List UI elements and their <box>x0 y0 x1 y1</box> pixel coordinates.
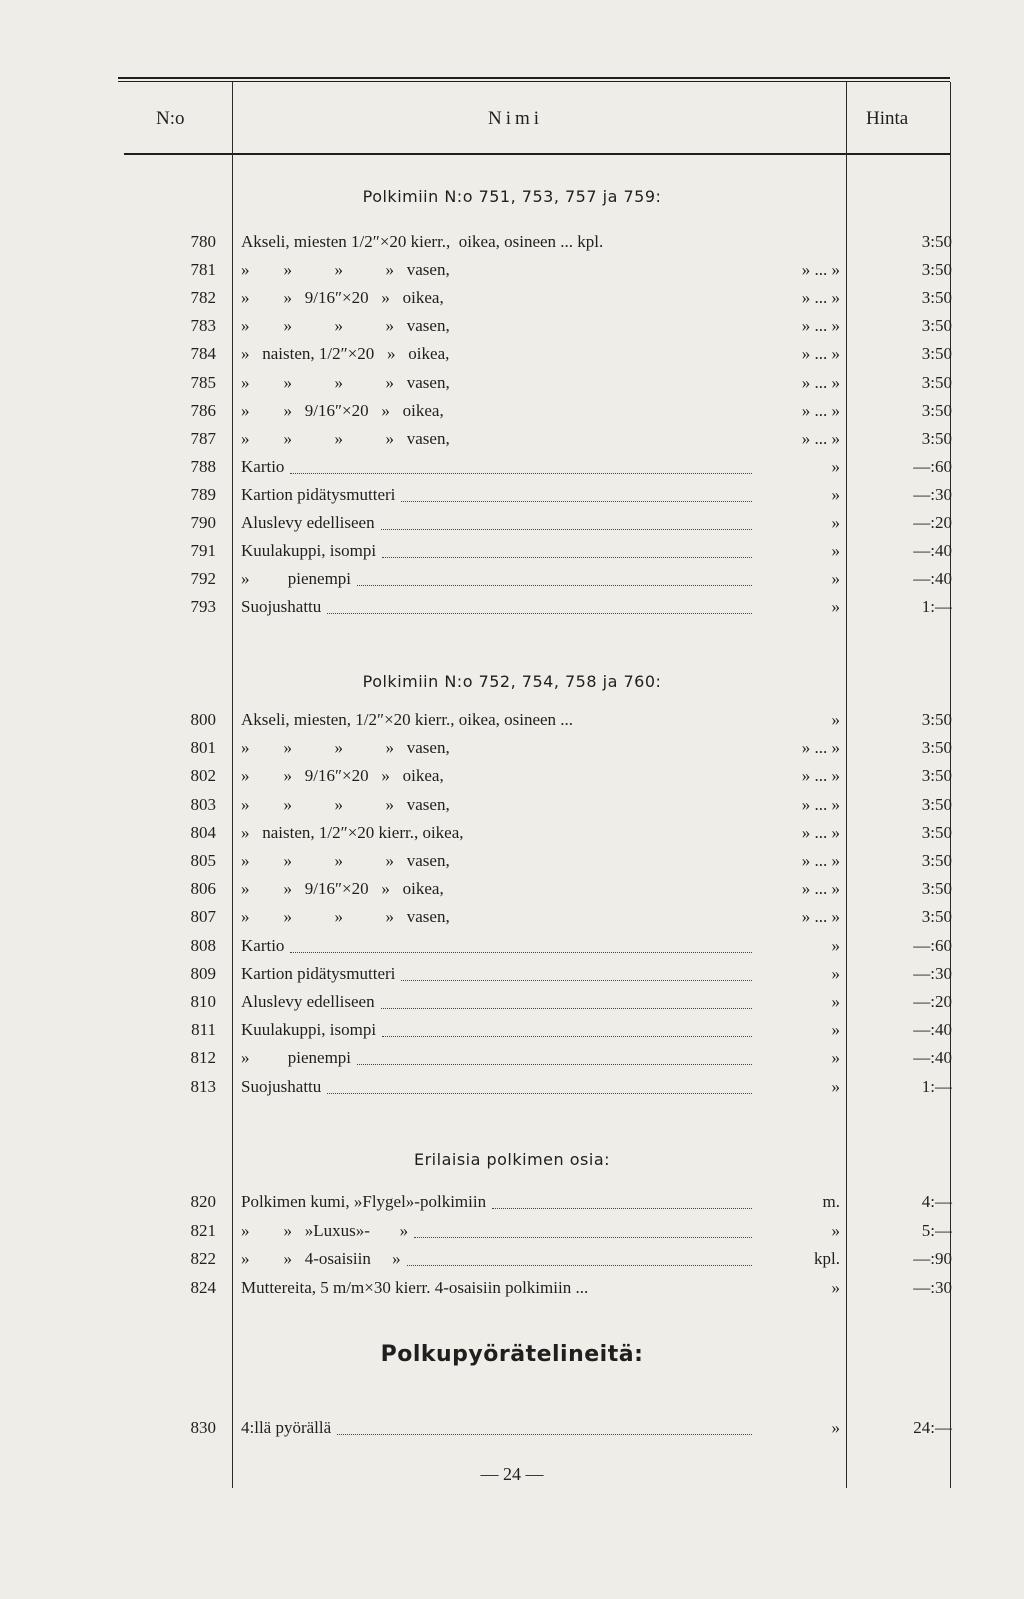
item-price: —:60 <box>913 936 952 955</box>
item-description: Akseli, miesten, 1/2″×20 kierr., oikea, osineen ... <box>241 710 574 729</box>
header-price: Hinta <box>866 108 909 129</box>
item-number: 804 <box>190 823 216 842</box>
table-row <box>0 1418 1024 1446</box>
header-number: N:o <box>156 108 185 129</box>
item-price: —:20 <box>913 513 952 532</box>
item-number: 788 <box>190 457 216 476</box>
leader-dots <box>381 527 752 530</box>
item-price: 3:50 <box>921 344 952 363</box>
item-description: » » 4-osaisiin » <box>241 1249 401 1268</box>
header-rule <box>124 153 950 155</box>
item-price: 3:50 <box>921 316 952 335</box>
item-price: 3:50 <box>921 373 952 392</box>
item-description: Polkimen kumi, »Flygel»-polkimiin <box>241 1192 487 1211</box>
leader-dots <box>357 583 752 586</box>
leader-dots <box>327 1091 752 1094</box>
item-number: 786 <box>190 401 216 420</box>
top-rule-thin <box>118 81 950 82</box>
item-unit: » ... » <box>801 288 840 307</box>
item-price: —:90 <box>913 1249 952 1268</box>
leader-dots <box>407 1263 752 1266</box>
item-price: 1:— <box>921 597 952 616</box>
table-row <box>0 738 1024 766</box>
leader-dots <box>290 950 752 953</box>
table-row <box>0 513 1024 541</box>
table-row <box>0 879 1024 907</box>
item-description: Aluslevy edelliseen <box>241 513 375 532</box>
table-row <box>0 569 1024 597</box>
item-description: » » 9/16″×20 » oikea, <box>241 766 444 785</box>
leader-dots <box>382 1034 752 1037</box>
item-price: 24:— <box>913 1418 952 1437</box>
item-number: 780 <box>190 232 216 251</box>
table-row <box>0 485 1024 513</box>
table-row <box>0 936 1024 964</box>
item-unit: » <box>831 457 840 476</box>
table-row <box>0 1221 1024 1249</box>
item-number: 821 <box>190 1221 216 1240</box>
item-description: » » » » vasen, <box>241 851 450 870</box>
item-unit: » <box>831 936 840 955</box>
item-number: 801 <box>190 738 216 757</box>
item-number: 808 <box>190 936 216 955</box>
leader-dots <box>327 611 752 614</box>
item-description: Aluslevy edelliseen <box>241 992 375 1011</box>
table-row <box>0 429 1024 457</box>
table-row <box>0 457 1024 485</box>
table-row <box>0 373 1024 401</box>
item-unit: kpl. <box>814 1249 840 1268</box>
item-description: » » » » vasen, <box>241 316 450 335</box>
leader-dots <box>401 499 752 502</box>
item-description: Kuulakuppi, isompi <box>241 1020 377 1039</box>
item-description: Kartio <box>241 936 285 955</box>
item-description: » » » » vasen, <box>241 429 450 448</box>
item-description: » » » » vasen, <box>241 795 450 814</box>
item-price: 3:50 <box>921 907 952 926</box>
table-row <box>0 907 1024 935</box>
item-unit: » ... » <box>801 907 840 926</box>
item-description: » naisten, 1/2″×20 kierr., oikea, <box>241 823 464 842</box>
item-description: » » » » vasen, <box>241 907 450 926</box>
item-description: » pienempi <box>241 569 352 588</box>
item-price: —:40 <box>913 1048 952 1067</box>
item-number: 803 <box>190 795 216 814</box>
item-description: » » 9/16″×20 » oikea, <box>241 288 444 307</box>
item-price: 3:50 <box>921 738 952 757</box>
item-price: 3:50 <box>921 260 952 279</box>
section-title: Polkimiin N:o 751, 753, 757 ja 759: <box>362 187 662 206</box>
item-description: » » 9/16″×20 » oikea, <box>241 401 444 420</box>
item-unit: » <box>831 710 840 729</box>
item-unit: » <box>831 513 840 532</box>
item-description: » naisten, 1/2″×20 » oikea, <box>241 344 450 363</box>
item-price: —:40 <box>913 1020 952 1039</box>
item-unit: » ... » <box>801 766 840 785</box>
table-row <box>0 710 1024 738</box>
item-number: 806 <box>190 879 216 898</box>
item-number: 791 <box>190 541 216 560</box>
section-title: Polkupyörätelineitä: <box>380 1342 644 1367</box>
item-number: 830 <box>190 1418 216 1437</box>
item-number: 807 <box>190 907 216 926</box>
item-price: 3:50 <box>921 288 952 307</box>
table-row <box>0 288 1024 316</box>
item-number: 793 <box>190 597 216 616</box>
leader-dots <box>337 1432 752 1435</box>
leader-dots <box>401 978 752 981</box>
item-number: 811 <box>191 1020 216 1039</box>
item-unit: » <box>831 1048 840 1067</box>
leader-dots <box>381 1006 752 1009</box>
table-row <box>0 597 1024 625</box>
item-number: 802 <box>190 766 216 785</box>
item-price: 3:50 <box>921 766 952 785</box>
leader-dots <box>414 1235 752 1238</box>
item-unit: » ... » <box>801 851 840 870</box>
item-unit: » <box>831 964 840 983</box>
item-price: —:40 <box>913 541 952 560</box>
item-unit: » ... » <box>801 260 840 279</box>
item-unit: » <box>831 597 840 616</box>
item-description: Suojushattu <box>241 1077 322 1096</box>
item-unit: » <box>831 1418 840 1437</box>
leader-dots <box>290 471 752 474</box>
leader-dots <box>357 1062 752 1065</box>
item-price: 1:— <box>921 1077 952 1096</box>
table-row <box>0 1048 1024 1076</box>
item-unit: » ... » <box>801 795 840 814</box>
table-row <box>0 823 1024 851</box>
item-unit: » <box>831 1278 840 1297</box>
item-number: 785 <box>190 373 216 392</box>
item-description: Muttereita, 5 m/m×30 kierr. 4-osaisiin polkimiin ... <box>241 1278 589 1297</box>
item-price: 3:50 <box>921 823 952 842</box>
item-number: 784 <box>190 344 216 363</box>
item-price: 3:50 <box>921 710 952 729</box>
item-number: 810 <box>190 992 216 1011</box>
item-number: 813 <box>190 1077 216 1096</box>
item-number: 812 <box>190 1048 216 1067</box>
table-row <box>0 964 1024 992</box>
table-row <box>0 232 1024 260</box>
item-number: 790 <box>190 513 216 532</box>
item-description: » » » » vasen, <box>241 738 450 757</box>
item-price: 3:50 <box>921 795 952 814</box>
item-description: Kartion pidätysmutteri <box>241 485 396 504</box>
item-unit: » <box>831 992 840 1011</box>
item-unit: » <box>831 1020 840 1039</box>
table-row <box>0 316 1024 344</box>
item-price: —:20 <box>913 992 952 1011</box>
item-price: 3:50 <box>921 401 952 420</box>
item-number: 820 <box>190 1192 216 1211</box>
item-unit: » <box>831 1077 840 1096</box>
item-number: 792 <box>190 569 216 588</box>
item-unit: » <box>831 485 840 504</box>
table-row <box>0 795 1024 823</box>
item-description: 4:llä pyörällä <box>241 1418 332 1437</box>
item-number: 809 <box>190 964 216 983</box>
item-number: 781 <box>190 260 216 279</box>
item-description: » » » » vasen, <box>241 260 450 279</box>
item-unit: » ... » <box>801 316 840 335</box>
table-row <box>0 1077 1024 1105</box>
item-price: 3:50 <box>921 879 952 898</box>
item-number: 782 <box>190 288 216 307</box>
item-description: Kuulakuppi, isompi <box>241 541 377 560</box>
item-unit: » ... » <box>801 879 840 898</box>
table-row <box>0 992 1024 1020</box>
item-price: 5:— <box>921 1221 952 1240</box>
item-unit: » ... » <box>801 738 840 757</box>
table-row <box>0 851 1024 879</box>
table-row <box>0 401 1024 429</box>
item-number: 787 <box>190 429 216 448</box>
item-description: » pienempi <box>241 1048 352 1067</box>
item-price: 4:— <box>921 1192 952 1211</box>
item-description: Akseli, miesten 1/2″×20 kierr., oikea, osineen ... kpl. <box>241 232 604 251</box>
top-rule <box>118 77 950 79</box>
item-unit: » ... » <box>801 429 840 448</box>
item-number: 800 <box>190 710 216 729</box>
table-row <box>0 1249 1024 1277</box>
item-number: 824 <box>190 1278 216 1297</box>
item-unit: » ... » <box>801 401 840 420</box>
item-price: —:30 <box>913 1278 952 1297</box>
item-unit: m. <box>822 1192 840 1211</box>
table-row <box>0 541 1024 569</box>
item-description: Kartion pidätysmutteri <box>241 964 396 983</box>
item-unit: » ... » <box>801 344 840 363</box>
leader-dots <box>382 555 752 558</box>
item-price: —:30 <box>913 485 952 504</box>
item-number: 789 <box>190 485 216 504</box>
table-row <box>0 260 1024 288</box>
table-row <box>0 1278 1024 1306</box>
item-unit: » ... » <box>801 373 840 392</box>
item-price: —:60 <box>913 457 952 476</box>
table-row <box>0 766 1024 794</box>
item-description: » » 9/16″×20 » oikea, <box>241 879 444 898</box>
item-price: —:30 <box>913 964 952 983</box>
section-title: Erilaisia polkimen osia: <box>413 1150 611 1169</box>
item-description: Suojushattu <box>241 597 322 616</box>
item-unit: » <box>831 1221 840 1240</box>
page-number: — 24 — <box>480 1464 544 1484</box>
item-price: 3:50 <box>921 232 952 251</box>
item-description: » » » » vasen, <box>241 373 450 392</box>
item-number: 783 <box>190 316 216 335</box>
table-row <box>0 344 1024 372</box>
item-description: » » »Luxus»- » <box>241 1221 409 1240</box>
item-price: 3:50 <box>921 851 952 870</box>
item-unit: » <box>831 541 840 560</box>
section-title: Polkimiin N:o 752, 754, 758 ja 760: <box>362 672 662 691</box>
item-price: 3:50 <box>921 429 952 448</box>
item-number: 822 <box>190 1249 216 1268</box>
item-description: Kartio <box>241 457 285 476</box>
header-name: Nimi <box>488 108 544 129</box>
table-row <box>0 1020 1024 1048</box>
leader-dots <box>492 1206 752 1209</box>
item-price: —:40 <box>913 569 952 588</box>
item-unit: » ... » <box>801 823 840 842</box>
item-number: 805 <box>190 851 216 870</box>
table-row <box>0 1192 1024 1220</box>
item-unit: » <box>831 569 840 588</box>
